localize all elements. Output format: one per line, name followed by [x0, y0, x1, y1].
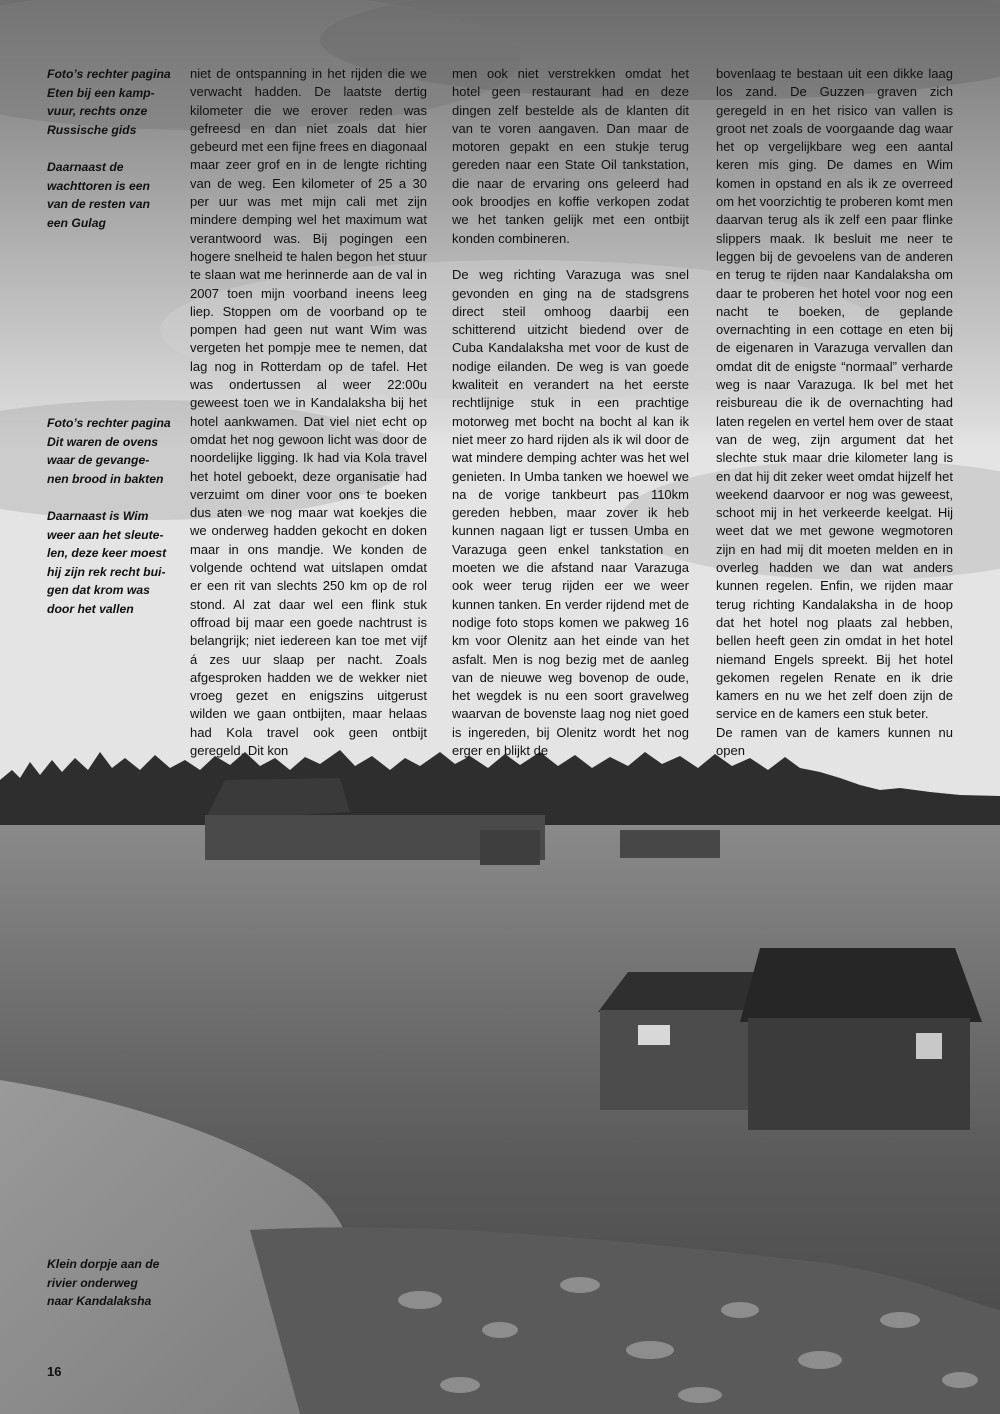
text-column-1	[190, 65, 427, 779]
paragraph: men ook niet verstrekken omdat het hotel geen restaurant had en deze dingen zelf bestelde als de klanten dit van te voren aangaven. Dan maar de motoren gepakt en een stukje terug gereden naar een State Oil tankstation, die naar de ervaring ons geleerd had ook broodjes en koffie verkopen zodat we het tanken gelijk met een ontbijt konden combineren.	[452, 66, 689, 246]
caption-campfire: Foto’s rechter pagina Eten bij een kamp- vuur, rechts onze Russische gids	[47, 67, 171, 137]
caption-middle	[47, 414, 177, 637]
page-number: 16	[47, 1364, 62, 1379]
paragraph: De weg richting Varazuga was snel gevonden en ging na de stadsgrens direct steil omhoog daarbij een schitterend uitzicht biedend over de Cuba Kandalaksha met voor de kust de nodige eilanden. De weg is van goede kwaliteit en verandert na het eerste rechtlijnige stuk in een prachtige motorweg met bocht na bocht al kan ik niet meer zo hard rijden als ik wil door de wat mindere demping achter was het wel genieten. In Umba tanken we hoewel we na de vorige tankbeurt pas 110km gereden hebben, maar zover ik heb kunnen nagaan ligt er tussen Umba en Varazuga geen enkel tankstation en moeten we die afstand naar Varazuga ook weer terug rijden eer we weer kunnen tanken. En verder rijdend met de nodige foto stops komen we pakweg 16 km voor Olenitz aan het einde van het asfalt. Men is nog bezig met de aanleg van de nieuwe weg bovenop de oude, het wegdek is nu een soort gravelweg waarvan de bovenste laag nog niet goed is ingereden, bij Olenitz wordt het nog erger en blijkt de	[452, 267, 689, 758]
caption-village: Klein dorpje aan de rivier onderweg naar Kandalaksha	[47, 1257, 160, 1309]
caption-bottom	[47, 1255, 177, 1329]
paragraph: bovenlaag te bestaan uit een dikke laag los zand. De Guzzen graven zich geregeld in en het risico van vallen is groot net zoals de voorgaande dag waar het op vergelijkbare weg een aantal keren mis ging. De dames en Wim komen in opstand en als ik ze overreed om het voorzichtig te proberen komt men daarvan terug als ik zelf een paar flinke slippers maak. Ik besluit me neer te leggen bij de gevoelens van de anderen en terug te rijden naar Kandalaksha om daar te proberen het hotel voor nog een nacht te boeken, de geplande overnachting in een cottage en eten bij de eigenaren in Varazuga vervallen dan omdat dit de enigste “normaal” verharde weg is naar Varazuga. Ik bel met het reisbureau die ik de overnachting had laten regelen en vertel hem over de staat van de weg, zijn argument dat het slechte stuk maar drie kilometer lang is en dat hij dit zeker weet omdat hijzelf het weekend daarvoor er nog was geweest, schoot mij in het verkeerde keelgat. Hij weet dat we met gewone wegmotoren zijn en had mij dit moeten melden en in overleg hadden we dan wat anders kunnen regelen. Enfin, we rijden maar terug richting Kandalaksha in de hoop dat het hotel nog plaats zal hebben, bellen heeft geen zin omdat in het hotel niemand Engels spreekt. Bij het hotel gekomen regelen Renate en ik drie kamers en nu we het zelf doen zijn de service en de kamers een stuk beter. De ramen van de kamers kunnen nu open	[716, 66, 953, 758]
caption-watchtower: Daarnaast de wachttoren is een van de resten van een Gulag	[47, 159, 150, 230]
caption-ovens: Foto’s rechter pagina Dit waren de ovens waar de gevange- nen brood in bakten	[47, 416, 171, 486]
paragraph: niet de ontspanning in het rijden die we verwacht hadden. De laatste dertig kilometer die we erover reden was gefreesd en dan niet zoals dat hier gebeurd met een fijne frees en diagonaal maar zeer grof en in de lengte richting van de weg. Een kilometer of 25 a 30 per uur was met mijn cali met zijn mindere demping wel het maximum wat verantwoord was. Bij pogingen een hogere snelheid te halen begon het stuur te slaan wat me herinnerde aan de val in 2007 toen mijn voorband ineens leeg liep. Stoppen om de voorband op te pompen had geen nut want Wim was vergeten het pompje mee te nemen, dat lag nog in Rotterdam op de tafel. Het was ondertussen al weer 22:00u geweest toen we in Kandalaksha bij het hotel aankwamen. Dat viel niet echt op omdat het nog gewoon licht was door de noordelijke ligging. Ik had via Kola travel het hotel geboekt, deze organisatie had verzuimt om diner voor ons te boeken dus aten we nog maar wat koekjes die we onderweg hadden gekocht en doken maar in ons mandje. We konden de volgende ochtend wat uitslapen omdat er een rit van slechts 250 km op de rol stond. Al zat daar wel een flink stuk offroad bij maar een goede nachtrust is belangrijk; niet iedereen kan toe met vijf á zes uur slaap per nacht. Zoals afgesproken hadden we de wekker niet vroeg gezet en enigszins uitgerust wilden we gaan ontbijten, maar helaas had Kola travel ook geen ontbijt geregeld. Dit kon	[190, 66, 427, 758]
text-column-2	[452, 65, 689, 779]
caption-repair: Daarnaast is Wim weer aan het sleute- len, deze keer moest hij zijn rek recht bui- gen dat krom was door het vallen	[47, 508, 167, 616]
text-column-3	[716, 65, 953, 779]
caption-top	[47, 65, 177, 251]
